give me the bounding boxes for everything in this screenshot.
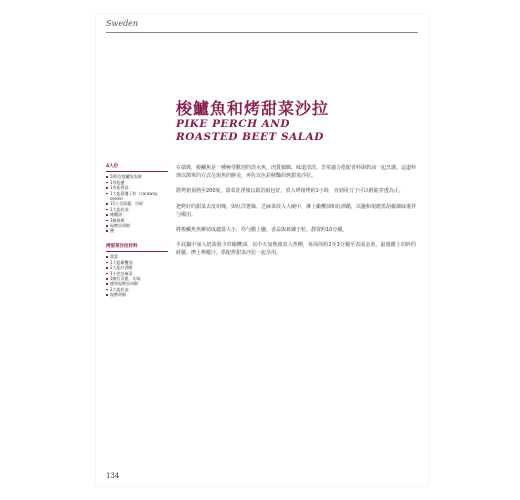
recipe-title-english-line2: ROASTED BEET SALAD — [176, 131, 324, 143]
page-number: 134 — [106, 472, 120, 480]
ingredient-item: 鹽 — [106, 228, 168, 233]
ingredients-heading: 4人份 — [106, 164, 119, 169]
ingredient-item: 現磨黑胡椒 — [106, 223, 168, 228]
recipe-title-chinese: 梭鱸魚和烤甜菜沙拉 — [176, 99, 330, 118]
page — [96, 14, 428, 486]
ingredient-item: 2大匙紅酒醋 — [106, 265, 168, 270]
ingredient-item: 15公克蒔蘿，切碎 — [106, 201, 168, 206]
ingredient-item: 500克梭鱸魚魚柳 — [106, 174, 168, 179]
ingredient-item: 1茶匙香蒜 — [106, 185, 168, 190]
ingredient-item: 1大匙奶油 — [106, 207, 168, 212]
body-paragraph: 在瑞典，梭鱸魚是一種極受歡迎的淡水魚，肉質細緻、味道清淡，非常適合搭配香料與奶油一起烹調。這道料理以簡單的方式呈現魚的鮮美，再佐以色彩鮮豔的烤甜菜沙拉。 — [176, 165, 417, 180]
salad-ingredients-rule — [106, 251, 168, 252]
recipe-body — [176, 164, 416, 265]
ingredients-list — [106, 174, 168, 233]
body-paragraph: 將烤箱預熱至200度，甜菜洗淨後以鋁箔紙包好，放入烤箱烤約1小時，直到用刀子可以輕鬆穿透為止。 — [176, 188, 404, 195]
body-paragraph: 將梭鱸魚魚柳切成適當大小，均勻撒上鹽、香蒜與葛縷子粒，靜置約10分鐘。 — [176, 227, 348, 234]
header-rule — [106, 32, 418, 33]
ingredient-item: 1顆檸檬 — [106, 218, 168, 223]
running-header — [96, 14, 428, 36]
ingredient-item: 1大匙葛縷子粒（caraway seeds） — [106, 191, 168, 202]
ingredients-sidebar — [106, 164, 168, 308]
ingredient-item: 1小把芝麻菜 — [106, 271, 168, 276]
recipe-title-english-line1: PIKE PERCH AND — [176, 118, 290, 130]
salad-ingredients-list — [106, 254, 168, 297]
salad-ingredients-heading: 烤甜菜沙拉材料 — [106, 243, 138, 249]
ingredient-item: 1大匙橄欖油 — [106, 260, 168, 265]
recipe-title-english — [176, 118, 416, 144]
section-word: Sweden — [106, 19, 139, 28]
ingredient-item: 1茶匙鹽 — [106, 180, 168, 185]
ingredient-item: 橄欖油 — [106, 212, 168, 217]
ingredient-item: 甜菜 — [106, 254, 168, 259]
ingredient-item: 現磨胡椒 — [106, 292, 168, 297]
ingredient-item: 2大匙奶油 — [106, 287, 168, 292]
ingredient-item: 1顆紅洋蔥，切絲 — [106, 276, 168, 281]
body-paragraph: 平底鍋中加入奶油與少許橄欖油，以中火加熱後放入魚柳，每面煎約2至3分鐘至表面金黃。最後撒上切碎的蒔蘿，擠上檸檬汁，搭配烤甜菜沙拉一起享用。 — [176, 242, 416, 257]
ingredient-item: 鹽和現磨黑胡椒 — [106, 281, 168, 286]
body-paragraph: 把烤好的甜菜去皮切塊，與紅洋蔥絲、芝麻菜放入大碗中，淋上橄欖油和紅酒醋，以鹽和現磨黑胡椒調味後拌勻備用。 — [176, 203, 417, 218]
ingredients-rule — [106, 171, 168, 172]
